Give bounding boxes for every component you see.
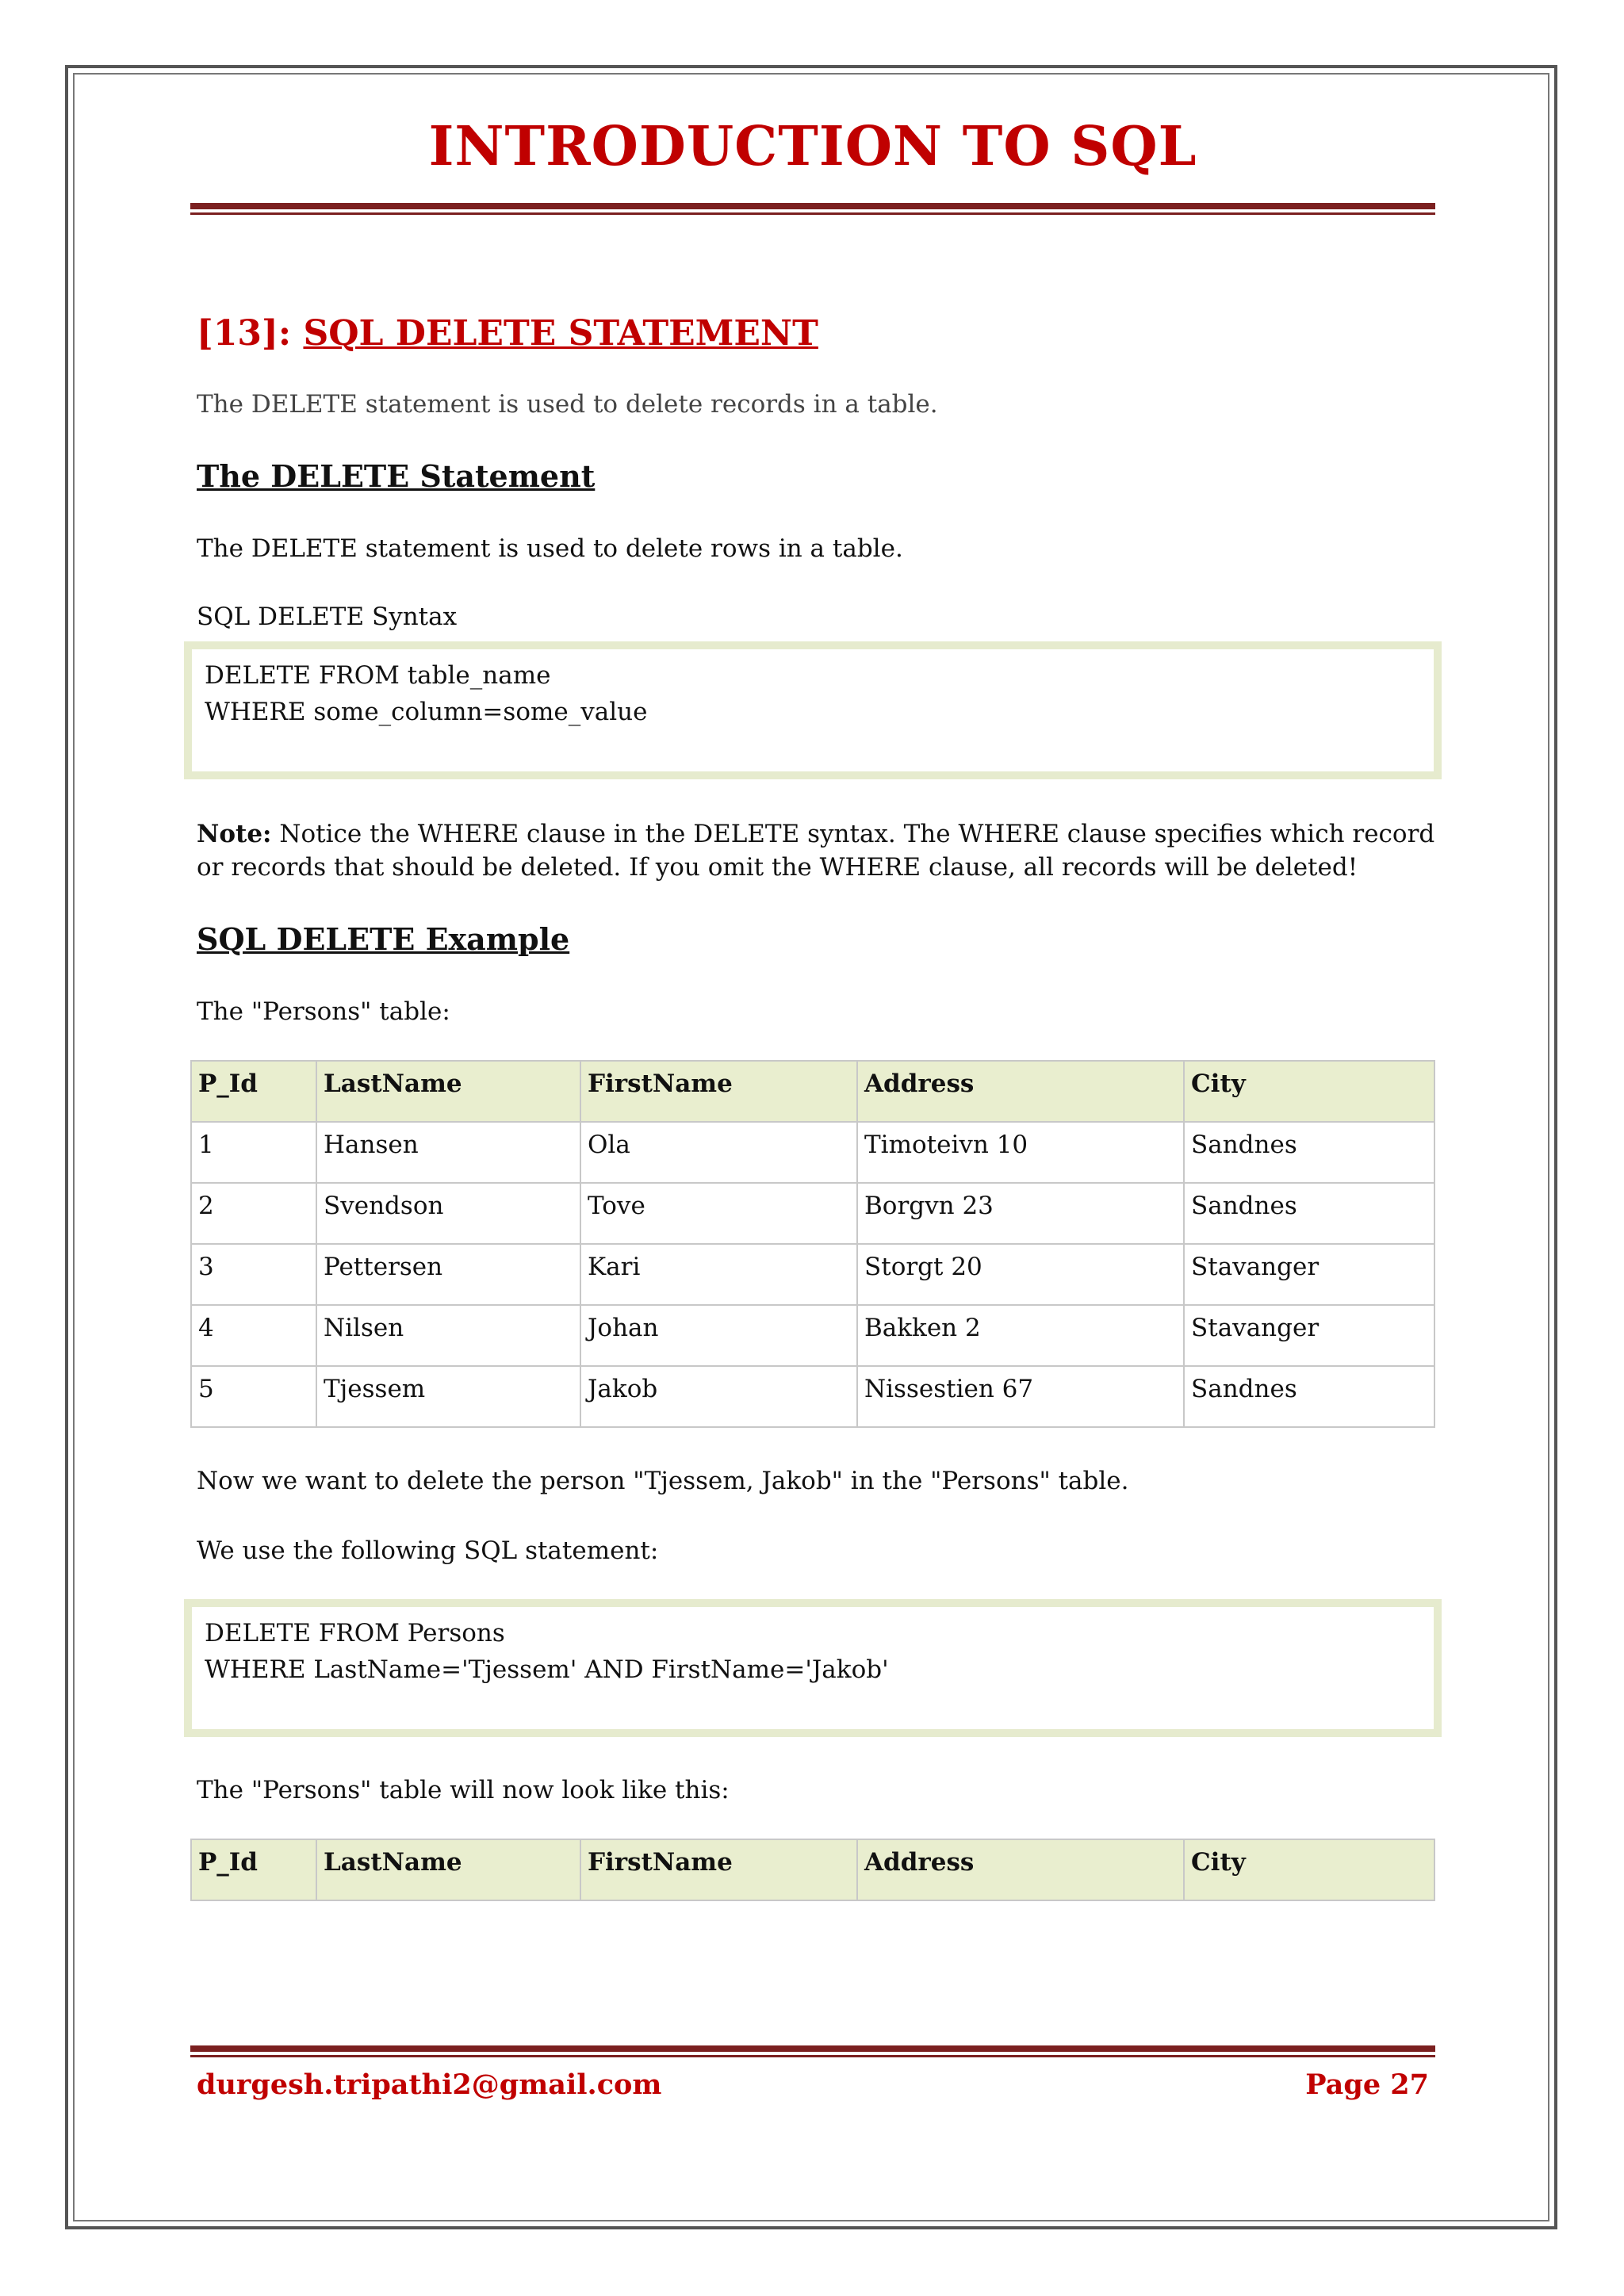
code-line: DELETE FROM Persons (205, 1619, 505, 1647)
delete-statement-heading: The DELETE Statement (197, 458, 596, 494)
table-row (191, 1244, 1434, 1305)
table-cell: Pettersen (316, 1244, 580, 1305)
page-content (190, 95, 1435, 1901)
footer-page-number: Page 27 (1305, 2068, 1429, 2101)
table-caption: The "Persons" table: (197, 997, 450, 1026)
note-text: Notice the WHERE clause in the DELETE syntax. The WHERE clause specifies which record or records that should be deleted. If you omit the WHERE clause, all records will be deleted! (197, 820, 1435, 882)
table-header-row (191, 1061, 1434, 1122)
table-cell: Jakob (580, 1366, 857, 1427)
statement-code-box (184, 1599, 1442, 1737)
table-cell: Hansen (316, 1122, 580, 1183)
table-cell: 2 (191, 1183, 316, 1244)
table-row (191, 1183, 1434, 1244)
table-cell: Sandnes (1184, 1183, 1434, 1244)
footer-email[interactable]: durgesh.tripathi2@gmail.com (197, 2068, 662, 2101)
footer-rule (190, 2045, 1435, 2052)
column-header: City (1184, 1061, 1434, 1122)
persons-table (190, 1060, 1435, 1428)
table-cell: 1 (191, 1122, 316, 1183)
note-paragraph (190, 817, 1435, 884)
table-cell: Stavanger (1184, 1244, 1434, 1305)
note-label: Note: (197, 820, 272, 848)
column-header: Address (857, 1061, 1184, 1122)
table-cell: 3 (191, 1244, 316, 1305)
column-header: Address (857, 1839, 1184, 1900)
table-header-row (191, 1839, 1434, 1900)
page-header-title: INTRODUCTION TO SQL (428, 115, 1197, 178)
header-rule (190, 203, 1435, 209)
section-title (190, 310, 1435, 358)
column-header: P_Id (191, 1839, 316, 1900)
table-cell: Ola (580, 1122, 857, 1183)
section-title-link[interactable]: SQL DELETE STATEMENT (303, 313, 818, 354)
delete-statement-text: The DELETE statement is used to delete rows in a table. (197, 534, 903, 563)
table-cell: Timoteivn 10 (857, 1122, 1184, 1183)
table-cell: Sandnes (1184, 1366, 1434, 1427)
syntax-code-box (184, 641, 1442, 779)
footer-rule-thin (190, 2055, 1435, 2057)
table-cell: Svendson (316, 1183, 580, 1244)
column-header: LastName (316, 1839, 580, 1900)
column-header: FirstName (580, 1839, 857, 1900)
table-row (191, 1366, 1434, 1427)
table-cell: Borgvn 23 (857, 1183, 1184, 1244)
table-cell: Stavanger (1184, 1305, 1434, 1366)
use-statement-text: We use the following SQL statement: (197, 1536, 659, 1565)
table-cell: Johan (580, 1305, 857, 1366)
table-cell: Tjessem (316, 1366, 580, 1427)
table-cell: Bakken 2 (857, 1305, 1184, 1366)
result-table (190, 1839, 1435, 1901)
footer-row (190, 2068, 1435, 2101)
table-cell: 4 (191, 1305, 316, 1366)
table-cell: Kari (580, 1244, 857, 1305)
table-cell: Tove (580, 1183, 857, 1244)
table-cell: Nilsen (316, 1305, 580, 1366)
code-line: DELETE FROM table_name (205, 661, 551, 690)
syntax-label: SQL DELETE Syntax (197, 603, 458, 631)
section-number: [13]: (197, 313, 292, 354)
table-cell: Storgt 20 (857, 1244, 1184, 1305)
section-intro: The DELETE statement is used to delete records in a table. (197, 390, 938, 419)
table-row (191, 1122, 1434, 1183)
table-cell: 5 (191, 1366, 316, 1427)
after-table-text: Now we want to delete the person "Tjessem, Jakob" in the "Persons" table. (197, 1467, 1129, 1495)
table-cell: Nissestien 67 (857, 1366, 1184, 1427)
page-footer (190, 2045, 1435, 2101)
example-heading: SQL DELETE Example (197, 921, 570, 957)
column-header: FirstName (580, 1061, 857, 1122)
column-header: P_Id (191, 1061, 316, 1122)
column-header: LastName (316, 1061, 580, 1122)
table-cell: Sandnes (1184, 1122, 1434, 1183)
column-header: City (1184, 1839, 1434, 1900)
result-caption: The "Persons" table will now look like this: (197, 1776, 730, 1804)
code-line: WHERE some_column=some_value (205, 698, 648, 726)
code-line: WHERE LastName='Tjessem' AND FirstName='Jakob' (205, 1655, 889, 1684)
table-row (191, 1305, 1434, 1366)
header-rule-thin (190, 212, 1435, 215)
